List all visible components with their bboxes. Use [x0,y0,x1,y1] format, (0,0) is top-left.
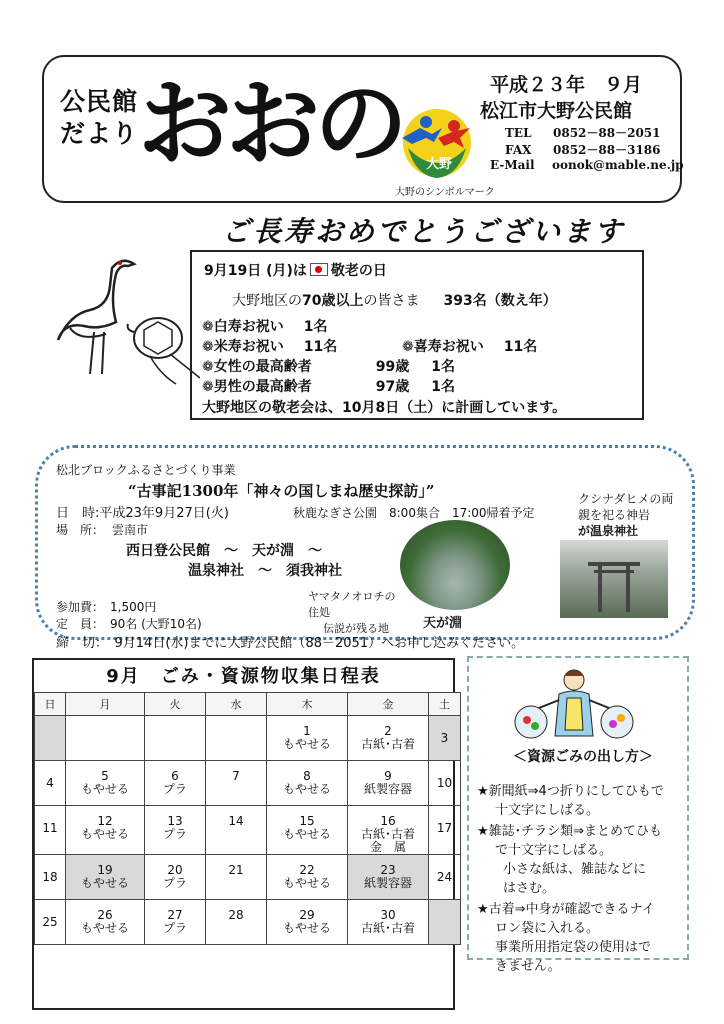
calendar-day-cell [206,716,267,761]
collection-type: もやせる [282,876,331,890]
guide-item2-line1: ★雑誌･チラシ類⇒まとめてひも [477,824,663,839]
guide-item2-line4: はさむ。 [503,881,556,896]
fax-label: FAX [505,143,532,157]
calendar-day-cell [66,855,145,900]
weekday-header: 日 [35,693,66,716]
collection-type: もやせる [282,827,331,841]
day-number: 18 [42,870,58,884]
total-prefix: 大野地区の [232,293,302,309]
kiju-count: 11名 [503,339,538,355]
calendar-day-cell [206,761,267,806]
collection-type: もやせる [80,782,129,796]
event-title: “古事記1300年「神々の国しまね歴史探訪」” [128,482,435,500]
female-eldest-line: ❁女性の最高齢者 99歳 1名 [202,359,455,375]
calendar-day-cell [206,806,267,855]
weekday-header: 火 [145,693,206,716]
collection-type: 紙製容器 [363,876,412,890]
calendar-day-cell [35,761,66,806]
collection-type: 古紙･古着 [360,737,415,751]
day-number: 29 [299,908,315,922]
newsletter-title: おおの [138,70,403,179]
total-mid: の皆さま [363,293,420,309]
calendar-day-cell [348,806,429,855]
calendar-day-cell [267,855,348,900]
amagafuchi-photo [400,520,510,610]
calendar-day-cell [267,900,348,945]
event-datetime-line [56,502,229,521]
capacity: ： 90名 (大野10名) [92,617,202,631]
japan-flag-icon [310,263,328,276]
calendar-day-cell [66,761,145,806]
collection-type: 古紙･古着 金 属 [360,827,415,854]
day-number: 24 [436,870,453,884]
total-age: 70歳以上 [302,293,364,309]
weekday-header: 月 [66,693,145,716]
calendar-week-row [35,716,461,761]
day-number: 12 [97,814,113,828]
calendar-day-cell [66,716,145,761]
email-address[interactable]: oonok@mable.ne.jp [552,158,684,172]
calendar-day-cell [429,806,461,855]
fee-label: 参加費 [56,600,93,614]
greeting-headline: ご長寿おめでとうございます [222,215,626,248]
guide-title: ＜資源ごみの出し方＞ [513,749,653,765]
calendar-day-cell [348,761,429,806]
beiju-count: 11名 [303,339,338,355]
deadline-label: 締 切 [56,636,96,651]
female-count: 1名 [431,359,455,375]
calendar-day-cell [145,855,206,900]
calendar-day-cell [429,900,461,945]
event-meet: 秋鹿なぎさ公園 8:00集合 17:00帰着予定 [293,506,535,520]
weekday-header: 金 [348,693,429,716]
email-line [490,158,684,172]
day-number: 7 [232,769,240,783]
keirou-date-line [204,260,387,280]
keirou-holiday: 敬老の日 [330,263,387,279]
calendar-day-cell [35,855,66,900]
calendar-day-cell [429,716,461,761]
publisher-name: 松江市大野公民館 [480,100,633,122]
calendar-day-cell [348,900,429,945]
male-eldest-line: ❁男性の最高齢者 97歳 1名 [202,379,455,395]
day-number: 19 [97,863,113,877]
day-number: 4 [46,776,54,790]
day-number: 5 [101,769,109,783]
kushinada-line1: クシナダヒメの両 [578,492,674,506]
kushinada-line2: 親を祀る神岩 [578,508,651,522]
day-number: 23 [380,863,396,877]
guide-item1-line2: 十文字にしばる。 [495,803,600,818]
day-number: 1 [303,724,311,738]
calendar-day-cell [35,716,66,761]
event-route2: 温泉神社 ～ 須我神社 [188,563,342,579]
hakuju-line: ❁白寿お祝い 1名 [202,319,328,335]
day-number: 2 [384,724,392,738]
hakuju-count: 1名 [303,319,328,335]
garbage-calendar [34,692,461,945]
guide-item3-line4: きません。 [495,959,561,974]
day-number: 11 [42,821,58,835]
event-project: 松北ブロックふるさとづくり事業 [56,463,236,477]
calendar-day-cell [429,761,461,806]
collection-type: プラ [162,827,187,841]
weekday-header: 水 [206,693,267,716]
collection-type: もやせる [282,921,331,935]
keirou-plan-line [202,397,566,417]
collection-type: プラ [162,782,187,796]
day-number: 16 [380,814,396,828]
calendar-title: 9月 ごみ・資源物収集日程表 [106,666,381,687]
calendar-day-cell [145,716,206,761]
symbol-caption: 大野のシンボルマーク [395,187,495,198]
issue-date: 平成２３年 ９月 [490,74,643,96]
guide-item2-line2: で十文字にしばる。 [495,843,613,858]
torii-gate-icon [560,540,668,618]
capacity-label: 定 員 [56,617,93,631]
plan-suffix: に計画しています。 [441,400,567,416]
calendar-day-cell [206,900,267,945]
kiju-label: 喜寿お祝い [413,339,484,355]
keirou-date: 9月19日 (月)は [204,263,307,279]
day-number: 25 [42,915,58,929]
crane-turtle-illustration [50,250,200,390]
fax-number: 0852－88－3186 [553,143,661,157]
total-count: 393名 [443,293,487,309]
oono-symbol-logo [398,98,476,184]
calendar-week-row [35,855,461,900]
day-number: 20 [167,863,183,877]
calendar-day-cell [66,806,145,855]
day-number: 13 [167,814,183,828]
deadline-line [56,632,524,651]
fax-line [505,141,661,158]
day-number: 15 [299,814,315,828]
collection-type: プラ [162,876,187,890]
kominkan-line2: だより [60,119,139,148]
collection-type: 紙製容器 [363,782,412,796]
yamata-line1: ヤマタノオロチの [308,590,396,603]
capacity-line [56,615,202,632]
day-number: 9 [384,769,392,783]
calendar-week-row [35,900,461,945]
calendar-day-cell [429,855,461,900]
day-number: 26 [97,908,113,922]
collection-type: プラ [162,921,187,935]
day-number: 28 [228,908,244,922]
calendar-day-cell [206,855,267,900]
day-number: 17 [436,821,453,835]
collection-type: もやせる [80,876,129,890]
day-number: 30 [380,908,396,922]
recycling-guide-box [467,656,689,974]
yamata-line2: 住処 [308,606,330,619]
male-age: 97歳 [375,379,410,395]
collection-type: 古紙･古着 [360,921,415,935]
onsen-shrine-photo [560,540,668,618]
calendar-header-row [35,693,461,716]
kominkan-line1: 公民館 [60,87,139,116]
fee: ： 1,500円 [92,600,157,614]
calendar-day-cell [66,900,145,945]
deadline: ： 9月14日(水)までに大野公民館（88－2051）へお申し込みください。 [95,636,525,651]
keirou-total-line [232,290,557,310]
day-number: 14 [228,814,244,828]
event-place-line [56,521,148,538]
kominkan-dayori [60,86,138,150]
beiju-label: 米寿お祝い [213,339,284,355]
plan-date: 10月8日（土） [342,400,442,416]
fee-line [56,598,156,615]
plan-prefix: 大野地区の敬老会は、 [202,400,342,416]
tel-label: TEL [505,126,532,140]
calendar-week-row [35,806,461,855]
female-age: 99歳 [375,359,410,375]
day-number: 27 [167,908,183,922]
datetime: 平成23年9月27日(火) [99,506,229,521]
event-route1: 西日登公民館 ～ 天が淵 ～ [126,543,322,559]
tel-line [505,124,661,141]
female-label: 女性の最高齢者 [213,359,312,375]
day-number: 22 [299,863,315,877]
symbol-text: 大野 [426,157,453,172]
collection-type: もやせる [282,782,331,796]
place: 雲南市 [112,523,149,537]
guide-item2-line3: 小さな紙は、雑誌などに [503,862,647,877]
calendar-day-cell [267,806,348,855]
total-suffix: （数え年） [486,293,557,309]
guide-item3-line3: 事業所用指定袋の使用はで [495,940,652,955]
tel-number: 0852－88－2051 [553,126,661,140]
calendar-day-cell [35,806,66,855]
kiju-line: ❁喜寿お祝い 11名 [402,339,538,355]
datetime-label: 日 時: [56,506,100,521]
legend-text: 伝説が残る地 [323,622,389,635]
recycling-woman-icon [509,664,639,744]
day-number: 3 [440,731,449,745]
email-label: E-Mail [490,158,535,172]
guide-item3-line2: ロン袋に入れる。 [495,921,600,936]
day-number: 10 [436,776,453,790]
male-label: 男性の最高齢者 [213,379,312,395]
kushinada-line3: が温泉神社 [578,524,639,538]
guide-item3-line1: ★古着⇒中身が確認できるナイ [477,902,655,917]
male-count: 1名 [431,379,455,395]
keirou-notice-box [190,250,644,420]
calendar-day-cell [348,855,429,900]
day-number: 21 [228,863,244,877]
guide-item1-line1: ★新聞紙⇒4つ折りにしてひもで [477,784,664,799]
calendar-day-cell [348,716,429,761]
beiju-line: ❁米寿お祝い 11名 [202,339,338,355]
weekday-header: 土 [429,693,461,716]
hakuju-label: 白寿お祝い [213,319,284,335]
collection-type: もやせる [80,827,129,841]
weekday-header: 木 [267,693,348,716]
day-number: 8 [303,769,311,783]
calendar-day-cell [267,716,348,761]
amagafuchi-caption: 天が淵 [423,616,463,631]
calendar-day-cell [145,806,206,855]
collection-type: もやせる [282,737,331,751]
calendar-day-cell [145,900,206,945]
day-number: 6 [171,769,179,783]
calendar-week-row [35,761,461,806]
calendar-day-cell [267,761,348,806]
calendar-day-cell [35,900,66,945]
calendar-day-cell [145,761,206,806]
collection-type: もやせる [80,921,129,935]
place-label: 場 所： [56,523,105,537]
